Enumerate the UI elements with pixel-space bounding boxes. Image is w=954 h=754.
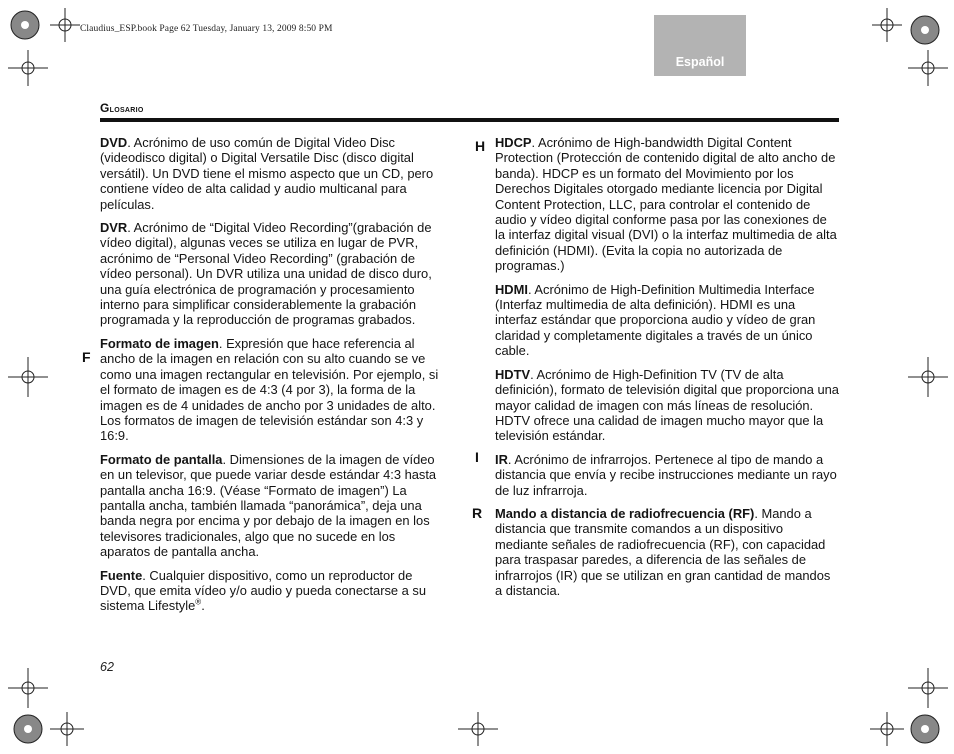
entry-definition: . Acrónimo de High-bandwidth Digital Content Protection (Protección de contenido digital de alto ancho de banda). HDCP es un formato del Movimiento por los Derechos Digitales otorgado mediante licencia por Digital Content Protection, LLC, para controlar el contenido de audio y vídeo digital conforme pasa por las conexiones de la interfaz digital visual (DVI) o la interfaz multimedia de alta definición (HDMI). (Evita la copia no autorizada de programas.) bbox=[495, 135, 837, 274]
registered-mark: ® bbox=[195, 598, 202, 608]
entry-definition: . Mando a distancia que transmite comandos a un dispositivo mediante señales de radiofrecuencia (RF), con capacidad para traspasar paredes, a diferencia de las señales de infrarrojos (IR) que se utilizan en gran cantidad de mandos a distancia. bbox=[495, 505, 831, 598]
crosshair-mark bbox=[8, 668, 48, 708]
entry-definition: . Acrónimo de uso común de Digital Video Disc (videodisco digital) o Digital Versatile Disc (disco digital versátil). Un DVD tiene el mismo aspecto que un CD, pero contiene vídeo de alta calidad y audio multicanal para películas. bbox=[100, 135, 434, 212]
entry-definition: . Cualquier dispositivo, como un reproductor de DVD, que emita vídeo y/o audio y pueda conectarse a su sistema Lifestyle bbox=[100, 567, 427, 614]
entry-term: HDCP bbox=[495, 135, 532, 150]
crosshair-mark bbox=[458, 712, 498, 746]
letter-marker-h: H bbox=[475, 138, 486, 154]
language-tab-label: Español bbox=[675, 55, 725, 69]
crosshair-mark bbox=[50, 8, 80, 42]
entry-definition: . Acrónimo de High-Definition TV (TV de alta definición), formato de televisión digital que proporciona una mayor calidad de imagen con más líneas de resolución. HDTV ofrece una calidad de imagen mucho mayor que la televisión estándar. bbox=[495, 366, 839, 444]
entry-definition: . Acrónimo de “Digital Video Recording”(grabación de vídeo digital), algunas veces se utiliza en lugar de PVR, acrónimo de “Personal Video Recording” (grabación de vídeo personal). Un DVR utiliza una unidad de disco duro, una guía electrónica de programación y procesamiento interno para simplificar considerablemente la grabación programada y la reproducción de programas grabados. bbox=[100, 220, 432, 328]
entry-term: DVR bbox=[100, 220, 128, 236]
section-title-rest: losario bbox=[109, 104, 144, 115]
entry-tail: . bbox=[201, 598, 205, 614]
entry-definition: . Dimensiones de la imagen de vídeo en un televisor, que puede variar desde estándar 4:3 hasta pantalla ancha 16:9. (Véase “Formato de imagen”) La pantalla ancha, también llamada “panorámica”, deja una banda negra por encima y por debajo de la imagen en los televisores tradicionales, algo que no sucede en los aparatos de pantalla ancha. bbox=[100, 451, 437, 560]
crosshair-mark bbox=[8, 357, 48, 397]
section-title-cap: G bbox=[100, 101, 110, 115]
crosshair-mark bbox=[872, 8, 902, 42]
entry-term: DVD bbox=[100, 135, 128, 150]
crosshair-mark bbox=[908, 50, 948, 86]
entry-term: HDMI bbox=[495, 281, 528, 297]
crosshair-mark bbox=[908, 668, 948, 708]
entry-definition: . Acrónimo de infrarrojos. Pertenece al tipo de mando a distancia que envía y recibe instrucciones mediante un rayo de luz infrarroja. bbox=[495, 451, 837, 498]
print-info-line: Claudius_ESP.book Page 62 Tuesday, January 13, 2009 8:50 PM bbox=[80, 24, 333, 34]
entry-term: Formato de pantalla bbox=[100, 451, 223, 467]
crosshair-mark bbox=[870, 712, 904, 746]
entry-definition: . Acrónimo de High-Definition Multimedia Interface (Interfaz multimedia de alta definición). HDMI es una interfaz estándar que proporciona audio y vídeo de gran claridad y completamente digitales a través de un único cable. bbox=[495, 281, 816, 359]
letter-marker-r: R bbox=[472, 505, 483, 521]
entry-definition: . Expresión que hace referencia al ancho de la imagen en relación con su alto cuando se ve como una imagen rectangular en televisión. Por ejemplo, si el formato de imagen es de 4:3 (4 por 3), la forma de la imagen es de 4 unidades de ancho por 3 unidades de alto. Los formatos de imagen de televisión estándar son 4:3 y 16:9. bbox=[100, 335, 439, 444]
letter-marker-f: F bbox=[82, 349, 91, 365]
entry-term: Mando a distancia de radiofrecuencia (RF) bbox=[495, 505, 755, 521]
starburst-mark-top-right bbox=[911, 16, 939, 44]
crosshair-mark bbox=[908, 357, 948, 397]
starburst-mark-bottom-right bbox=[911, 715, 939, 743]
entry-term: IR bbox=[495, 451, 508, 467]
letter-marker-i: I bbox=[475, 449, 479, 465]
page-number: 62 bbox=[100, 660, 114, 674]
entry-term: Fuente bbox=[100, 567, 143, 583]
crosshair-mark bbox=[50, 712, 84, 746]
entry-term: Formato de imagen bbox=[100, 335, 219, 351]
crosshair-mark bbox=[8, 50, 48, 86]
starburst-mark-top-left bbox=[11, 11, 39, 39]
starburst-mark-bottom-left bbox=[14, 715, 42, 743]
entry-term: HDTV bbox=[495, 366, 531, 382]
